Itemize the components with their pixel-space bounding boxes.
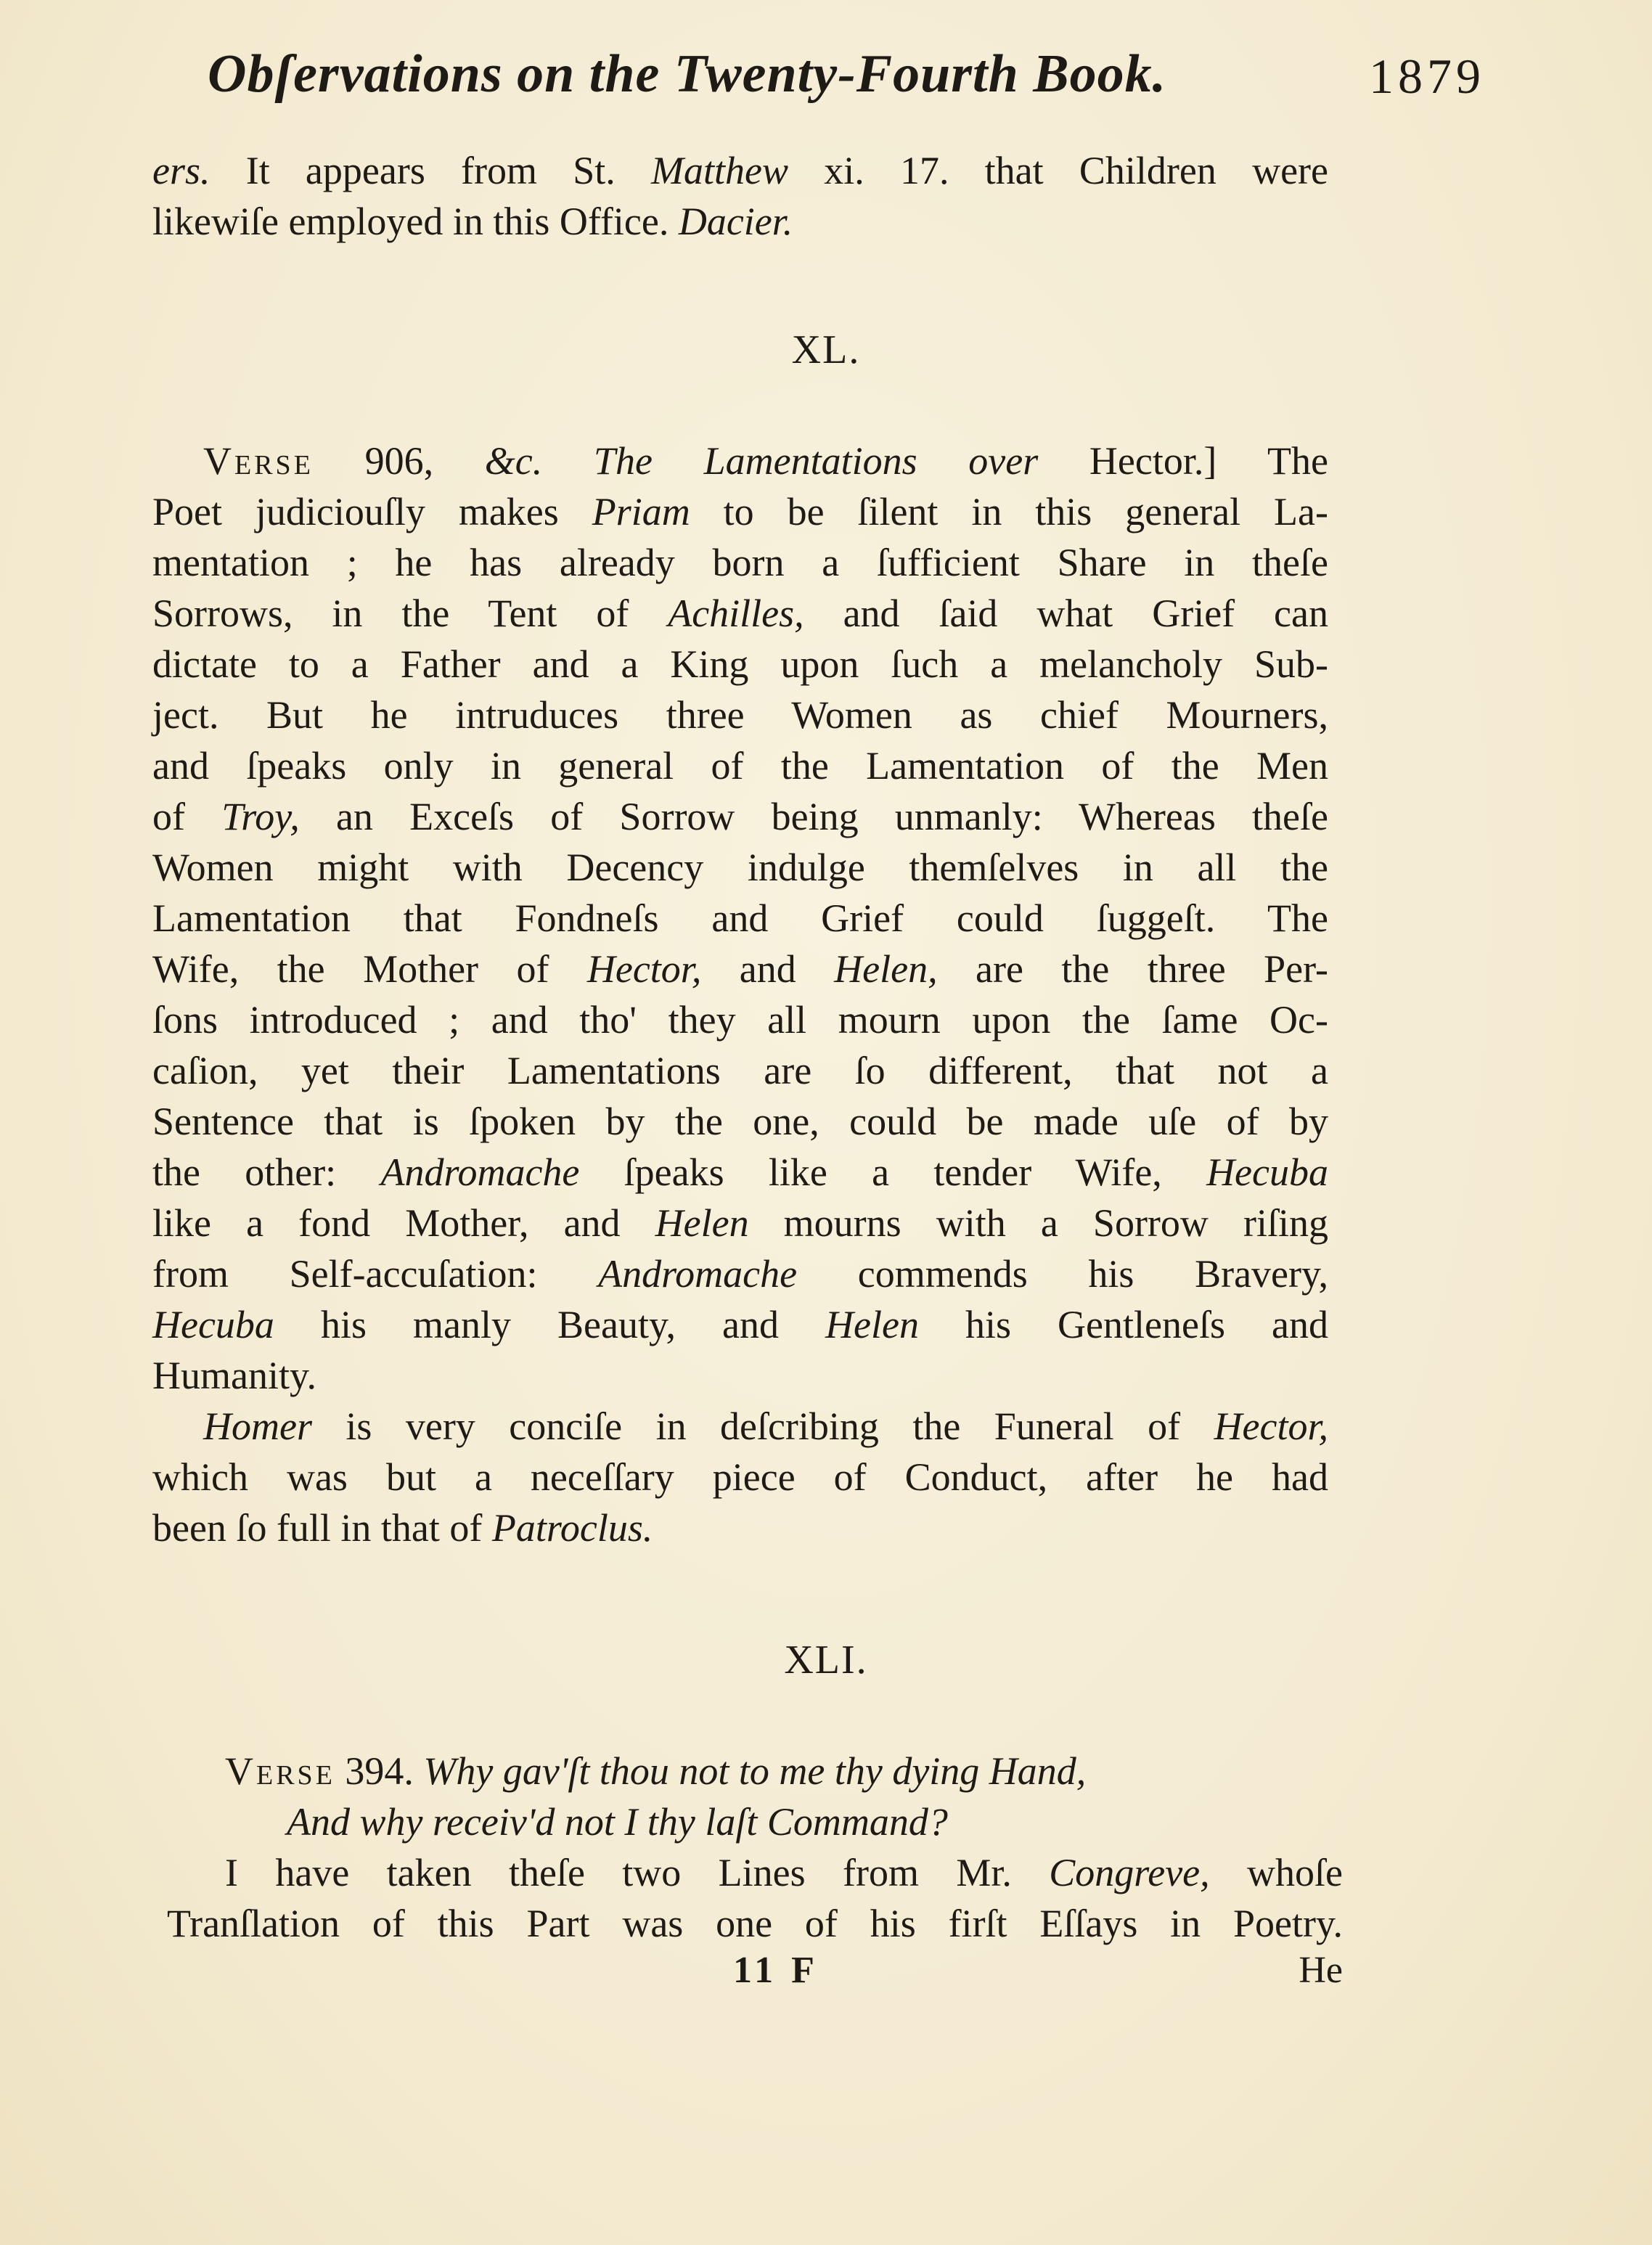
text-line: and ſpeaks only in general of the Lamentation of the Men: [152, 744, 1328, 788]
text-line: which was but a neceſſary piece of Conduct, after he had: [152, 1455, 1328, 1499]
italic-fragment: Helen: [825, 1303, 919, 1346]
text-line: ject. But he intruduces three Women as chief Mourners,: [152, 693, 1328, 737]
italic-fragment: Priam: [592, 490, 690, 533]
text-fragment: xi. 17. that Children were: [788, 149, 1328, 192]
italic-fragment: The Lamentations over: [542, 439, 1089, 483]
text-fragment: I have taken theſe two Lines from Mr.: [225, 1851, 1050, 1894]
text-fragment: the other:: [152, 1150, 381, 1194]
text-line: [152, 791, 1328, 842]
italic-fragment: ers.: [152, 149, 210, 192]
text-line: Sentence that is ſpoken by the one, could be made uſe of by: [152, 1100, 1328, 1143]
section-heading: XLI.: [784, 1637, 868, 1682]
text-fragment: Poet judiciouſly makes: [152, 490, 592, 533]
text-fragment: like a fond Mother, and: [152, 1201, 655, 1245]
text-fragment: 906,: [313, 439, 485, 483]
text-fragment: from Self-accuſation:: [152, 1252, 599, 1296]
text-fragment: 394.: [335, 1749, 424, 1793]
quoted-line: Why gav'ſt thou not to me thy dying Hand,: [423, 1749, 1087, 1793]
text-line: [152, 944, 1328, 994]
text-line: [152, 196, 1328, 247]
text-line: ſons introduced ; and tho' they all mourn upon the ſame Oc-: [152, 998, 1328, 1042]
text-fragment: ſpeaks like a tender Wife,: [579, 1150, 1207, 1194]
text-fragment: Hector.]: [1089, 439, 1217, 483]
italic-fragment: Hecuba: [152, 1303, 274, 1346]
text-line: [152, 1248, 1328, 1299]
text-fragment: mourns with a Sorrow riſing: [748, 1201, 1328, 1245]
text-line: Lamentation that Fondneſs and Grief could ſuggeſt. The: [152, 896, 1328, 940]
text-fragment: likewiſe employed in this Office.: [152, 200, 679, 243]
section-heading: XL.: [791, 327, 861, 372]
italic-fragment: Matthew: [651, 149, 788, 192]
text-line: dictate to a Father and a King upon ſuch a melancholy Sub-: [152, 642, 1328, 686]
text-fragment: Wife, the Mother of: [152, 947, 587, 991]
italic-fragment: Hecuba: [1206, 1150, 1328, 1194]
text-line: caſion, yet their Lamentations are ſo different, that not a: [152, 1049, 1328, 1092]
text-line: [152, 486, 1328, 537]
italic-fragment: Patroclus.: [491, 1506, 653, 1550]
italic-fragment: Helen: [655, 1201, 749, 1245]
text-fragment: are the three Per-: [937, 947, 1328, 991]
text-line: [152, 1502, 1328, 1553]
verse-citation: [152, 1746, 1343, 1796]
italic-fragment: Andromache: [598, 1252, 798, 1296]
text-fragment: to be ſilent in this general La-: [690, 490, 1328, 533]
text-line: [152, 145, 1328, 196]
verse-label: Verse: [225, 1749, 335, 1793]
text-fragment: commends his Bravery,: [797, 1252, 1328, 1296]
text-line: [152, 1147, 1328, 1198]
text-line: [152, 1401, 1328, 1452]
text-fragment: and ſaid what Grief can: [803, 592, 1328, 635]
text-fragment: his Gentleneſs and: [918, 1303, 1328, 1346]
text-line: mentation ; he has already born a ſufficient Share in theſe: [152, 541, 1328, 584]
italic-fragment: Andromache: [380, 1150, 580, 1194]
text-fragment: is very conciſe in deſcribing the Funeral of: [311, 1404, 1214, 1448]
italic-fragment: Hector,: [1214, 1404, 1328, 1448]
text-fragment: of: [152, 795, 222, 838]
italic-fragment: Hector,: [586, 947, 702, 991]
italic-fragment: &c.: [484, 439, 543, 483]
quoted-line: And why receiv'd not I thy laſt Command?: [287, 1800, 948, 1844]
italic-fragment: Troy,: [221, 795, 300, 838]
text-line: [152, 588, 1328, 639]
text-fragment: Sorrows, in the Tent of: [152, 592, 668, 635]
text-line: Tranſlation of this Part was one of his firſt Eſſays in Poetry.: [167, 1902, 1343, 1945]
verse-citation: [152, 1796, 1343, 1847]
text-fragment: The: [1216, 439, 1328, 483]
text-fragment: been ſo full in that of: [152, 1506, 492, 1550]
verse-label: Verse: [203, 439, 314, 483]
running-title: Obſervations on the Twenty-Fourth Book.: [208, 44, 1167, 104]
italic-fragment: Homer: [203, 1404, 312, 1448]
italic-fragment: Achilles,: [668, 592, 804, 635]
italic-fragment: Congreve,: [1049, 1851, 1210, 1894]
text-line: [152, 1198, 1328, 1248]
text-line: Humanity.: [152, 1354, 316, 1397]
signature-mark: 11 F: [733, 1950, 819, 1991]
text-fragment: whoſe: [1209, 1851, 1343, 1894]
page-footer: [152, 1949, 1343, 2000]
text-fragment: his manly Beauty, and: [274, 1303, 826, 1346]
text-fragment: It appears from St.: [210, 149, 652, 192]
text-line: [152, 435, 1328, 486]
italic-fragment: Helen,: [834, 947, 938, 991]
text-line: [152, 1299, 1328, 1350]
text-fragment: and: [701, 947, 835, 991]
text-line: [152, 1847, 1343, 1898]
catchword: He: [1299, 1950, 1343, 1991]
page-number: 1879: [1369, 49, 1485, 104]
text-fragment: an Exceſs of Sorrow being unmanly: Whereas theſe: [299, 795, 1328, 838]
italic-fragment: Dacier.: [678, 200, 793, 243]
text-line: Women might with Decency indulge themſelves in all the: [152, 846, 1328, 889]
running-head: [208, 44, 1507, 116]
